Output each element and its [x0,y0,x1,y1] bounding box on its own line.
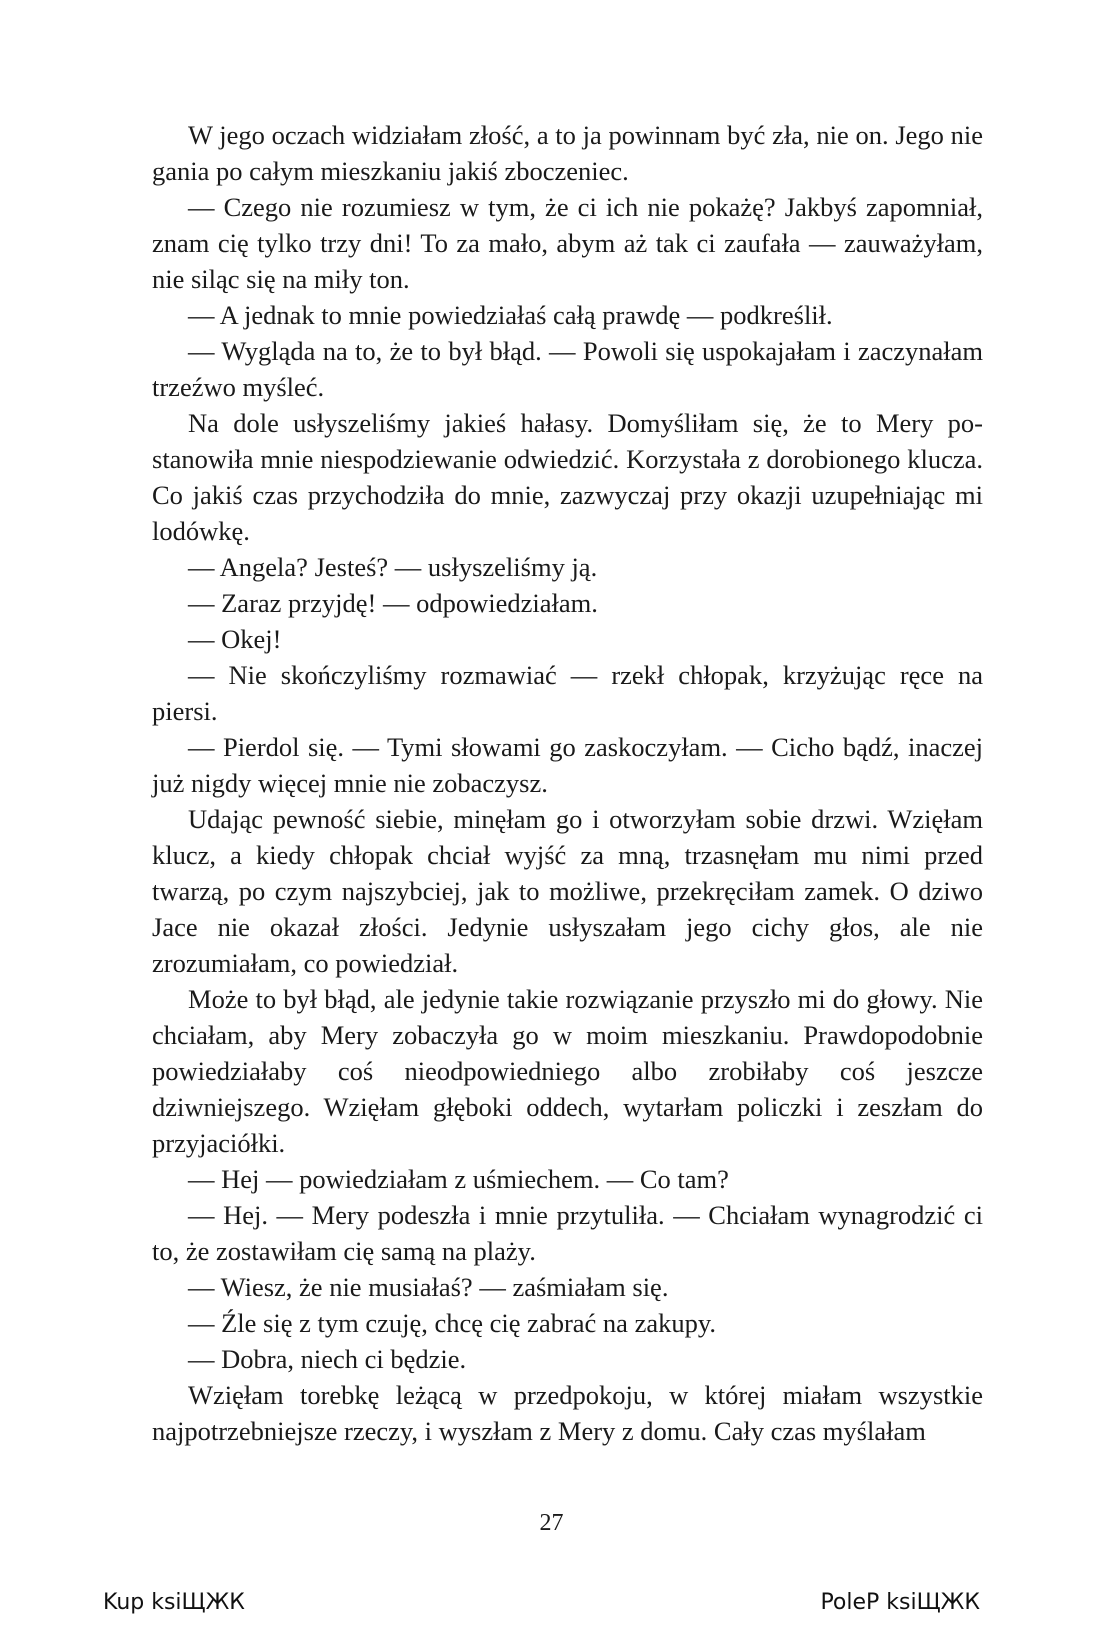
footer-buy-book-link[interactable]: Kup ksiЩЖК [103,1590,245,1615]
page-number: 27 [539,1510,564,1536]
paragraph: — Hej — powiedziałam z uśmiechem. — Co tam? [188,1164,729,1194]
paragraph: — Nie skończyliśmy rozmawiać — rzekł chłopak, krzyżując ręce na piersi. [152,660,983,726]
book-text [152,117,983,1449]
paragraph: — Wygląda na to, że to był błąd. — Powoli się uspokajałam i zaczynałam trzeźwo myśleć. [152,336,983,402]
paragraph: — Okej! [188,624,282,654]
paragraph: Może to był błąd, ale jedynie takie rozwiązanie przyszło mi do głowy. Nie chciałam, aby Mery zobaczyła go w moim mieszkaniu. Prawdopodobnie powiedziałaby coś nieodpowiedniego albo zrobiłaby coś jeszcze dziwniejszego. Wzięłam głęboki oddech, wytarłam policzki i zeszłam do przyjaciółki. [152,984,983,1158]
paragraph: — Źle się z tym czuję, chcę cię zabrać na zakupy. [188,1308,716,1338]
paragraph: — Wiesz, że nie musiałaś? — zaśmiałam się. [188,1272,669,1302]
paragraph: Na dole usłyszeliśmy jakieś hałasy. Domyśliłam się, że to Mery postanowiła mnie niespodziewanie odwiedzić. Korzystała z dorobionego klucza. Co jakiś czas przychodziła do mnie, zazwyczaj przy okazji uzupełniając mi lodówkę. [152,408,983,546]
paragraph: — Pierdol się. — Tymi słowami go zaskoczyłam. — Cicho bądź, inaczej już nigdy więcej mnie nie zobaczysz. [152,732,983,798]
footer-recommend-book-link[interactable]: PoleP ksiЩЖК [820,1590,980,1615]
paragraph: — Czego nie rozumiesz w tym, że ci ich nie pokażę? Jakbyś zapomniał, znam cię tylko trzy dni! To za mało, abym aż tak ci zaufała — zauważyłam, nie siląc się na miły ton. [152,192,983,294]
paragraph: — Dobra, niech ci będzie. [188,1344,467,1374]
paragraph: — Zaraz przyjdę! — odpowiedziałam. [188,588,598,618]
paragraph: W jego oczach widziałam złość, a to ja powinnam być zła, nie on. Jego nie gania po całym mieszkaniu jakiś zboczeniec. [152,120,983,186]
paragraph: Wzięłam torebkę leżącą w przedpokoju, w której miałam wszystkie najpotrzebniejsze rzeczy, i wyszłam z Mery z domu. Cały czas myślałam [152,1380,983,1446]
paragraph: — A jednak to mnie powiedziałaś całą prawdę — podkreślił. [188,300,833,330]
paragraph: — Hej. — Mery podeszła i mnie przytuliła. — Chciałam wynagrodzić ci to, że zostawiłam cię samą na plaży. [152,1200,983,1266]
paragraph: — Angela? Jesteś? — usłyszeliśmy ją. [188,552,598,582]
paragraph: Udając pewność siebie, minęłam go i otworzyłam sobie drzwi. Wzięłam klucz, a kiedy chłopak chciał wyjść za mną, trzasnęłam mu nimi przed twarzą, po czym najszybciej, jak to możliwe, przekręciłam zamek. O dziwo Jace nie okazał złości. Jedynie usłyszałam jego cichy głos, ale nie zrozumiałam, co powiedział. [152,804,983,978]
